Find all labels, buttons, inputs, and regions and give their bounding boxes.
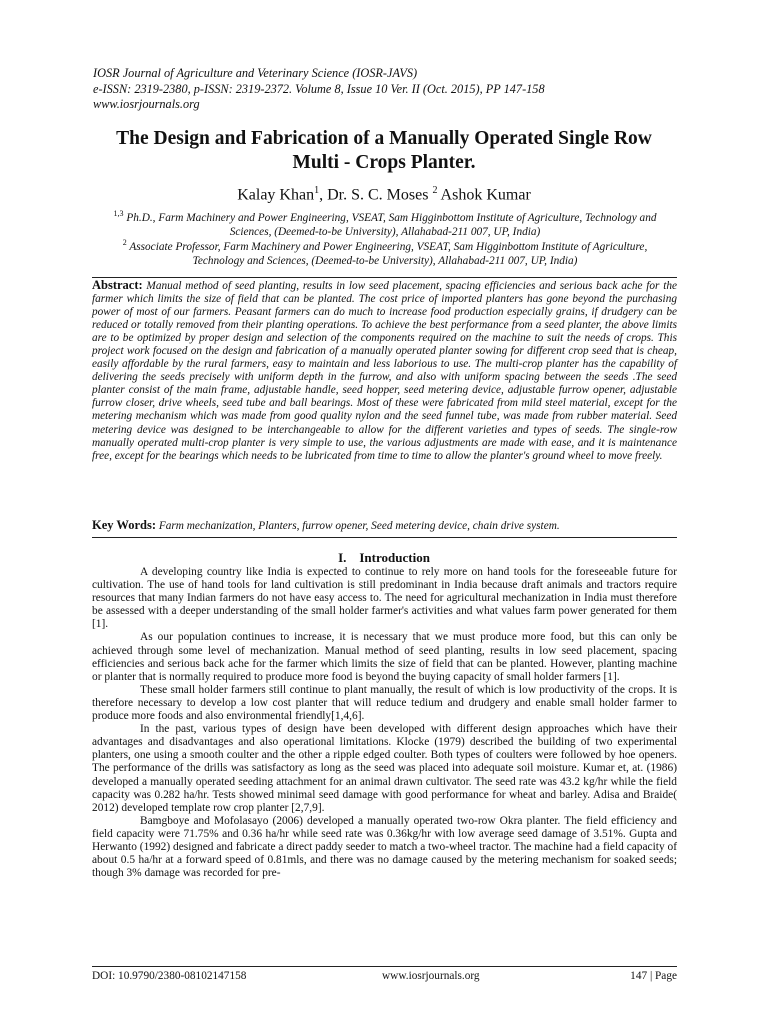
footer-website[interactable]: www.iosrjournals.org xyxy=(382,970,480,982)
journal-header xyxy=(93,66,693,113)
journal-issn: e-ISSN: 2319-2380, p-ISSN: 2319-2372. Volume 8, Issue 10 Ver. II (Oct. 2015), PP 147-158 xyxy=(93,81,545,96)
affiliation-1 xyxy=(100,207,670,240)
journal-website[interactable]: www.iosrjournals.org xyxy=(93,97,200,111)
title-line-2: Multi - Crops Planter. xyxy=(292,152,476,173)
abstract-top-rule xyxy=(92,277,677,278)
keywords-label: Key Words: xyxy=(92,518,157,532)
keywords-block xyxy=(92,518,677,533)
page-footer xyxy=(92,969,677,985)
abstract-text: Manual method of seed planting, results in low seed placement, spacing efficiencies and serious back ache for the farmer which limits the size of field that can be planted. The cost price of imported planters has gone beyond the purchasing power of most of our farmers. Peasant farmers can do much to increase food production especially grains, if drudgery can be reduced or totally removed from their planting operations. To achieve the best performance from a seed planter, the above limits are to be optimized by proper design and selection of the components required on the machine to suit the needs of crops. This project work focused on the design and fabrication of a manually operated planter sowing for different crop seed that is cheap, easily affordable by the rural farmers, easy to maintain and less laborious to use. The multi-crop planter has the capability of delivering the seeds precisely with uniform depth in the furrow, and also with uniform spacing between the seeds .The seed planter consist of the main frame, adjustable handle, seed hopper, seed metering device, adjustable furrow opener, adjustable furrow closer, drive wheels, seed tube and ball bearings. Most of these were fabricated from mild steel material, except for the metering mechanism which was made from good quality nylon and the seed funnel tube, was made from rubber material. Seed metering device was designed to be interchangeable to allow for the different varieties and types of seeds. The single-row manually operated multi-crop planter is very simple to use, the various adjustments are made with ease, and it is maintenance free, except for the bearings which needs to be lubricated from time to time to allow the planter's ground wheel to move freely. xyxy=(92,280,677,462)
introduction-body xyxy=(92,566,677,880)
paragraph: A developing country like India is expected to continue to rely more on hand tools for the foreseeable future for cultivation. The use of hand tools for land cultivation is still predominant in India because draft animals and tractors require resources that many Indian farmers do not have easy access to. The need for agricultural mechanization in India must therefore be assessed with a deeper understanding of the small holder farmer's activities and what values farm power generated for them [1]. xyxy=(92,566,677,631)
title-line-1: The Design and Fabrication of a Manually Operated Single Row xyxy=(116,128,652,149)
author-name: Kalay Khan xyxy=(237,186,315,204)
affiliation-text: Ph.D., Farm Machinery and Power Engineering, VSEAT, Sam Higginbottom Institute of Agriculture, Technology and Sciences, (Deemed-to-be University), Allahabad-211 007, UP, India) xyxy=(123,211,657,239)
affiliation-superscript: 1,3 xyxy=(113,209,124,218)
paragraph: These small holder farmers still continue to plant manually, the result of which is low productivity of the crops. It is therefore necessary to develop a low cost planter that will reduce tedium and drudgery and enable small holder farmer to produce more foods and also environmental friendly[1,4,6]. xyxy=(92,683,677,723)
affiliation-superscript: 2 xyxy=(122,238,127,247)
author-list xyxy=(80,181,688,205)
abstract-bottom-rule xyxy=(92,537,677,538)
author-name: , Dr. S. C. Moses xyxy=(319,186,429,204)
footer-page-number: 147 | Page xyxy=(630,970,677,982)
abstract-label: Abstract: xyxy=(92,278,143,292)
affiliation-text: Associate Professor, Farm Machinery and Power Engineering, VSEAT, Sam Higginbottom Institute of Agriculture, Technology and Sciences, (Deemed-to-be University), Allahabad-211 007, UP, India) xyxy=(126,240,648,268)
abstract-block xyxy=(92,279,677,463)
footer-rule xyxy=(92,966,677,967)
journal-name: IOSR Journal of Agriculture and Veterinary Science (IOSR-JAVS) xyxy=(93,66,418,80)
paragraph: As our population continues to increase, it is necessary that we must produce more food, but this can only be achieved through some level of mechanization. Manual method of seed planting, results in low seed placement, spacing efficiencies and serious back ache for the farmer which limits the size of field that can be planted. However, planting machine or planter that is normally required to produce more food is beyond the buying capacity of small holder farmers [1]. xyxy=(92,631,677,683)
author-name: Ashok Kumar xyxy=(437,186,531,204)
affiliation-2 xyxy=(100,236,670,269)
keywords-text: Farm mechanization, Planters, furrow opener, Seed metering device, chain drive system. xyxy=(156,520,560,532)
paragraph: Bamgboye and Mofolasayo (2006) developed a manually operated two-row Okra planter. The field efficiency and field capacity were 71.75% and 0.36 ha/hr while seed rate was 0.36kg/hr with low average seed damage of 3.51%. Gupta and Herwanto (1992) designed and fabricate a direct paddy seeder to match a two-wheel tractor. The machine had a field capacity of about 0.5 ha/hr at a forward speed of 0.81mls, and there was no damage caused by the metering mechanism for soaked seeds; though 3% damage was recorded for pre- xyxy=(92,814,677,880)
paragraph: In the past, various types of design have been developed with different design approaches which have their advantages and disadvantages and also operational limitations. Klocke (1979) described the building of two experimental planters, one using a smooth coulter and the other a ripple edged coulter. Both types of coulters were followed by hoe openers. The performance of the drills was satisfactory as long as the seed was placed into adequate soil moisture. Kumar et, at. (1986) developed a manually operated seeding attachment for an animal drawn cultivator. The seed rate was 43.2 kg/hr while the field capacity was 0.282 ha/hr. Tests showed minimal seed damage with good performance for wheat and barley. Adisa and Braide( 2012) developed template row crop planter [2,7,9]. xyxy=(92,723,677,814)
footer-doi[interactable]: DOI: 10.9790/2380-08102147158 xyxy=(92,970,247,982)
section-heading-introduction: I. Introduction xyxy=(338,550,430,565)
author-superscript: 2 xyxy=(432,185,438,196)
paper-title xyxy=(80,127,688,175)
author-superscript: 1 xyxy=(314,185,320,196)
